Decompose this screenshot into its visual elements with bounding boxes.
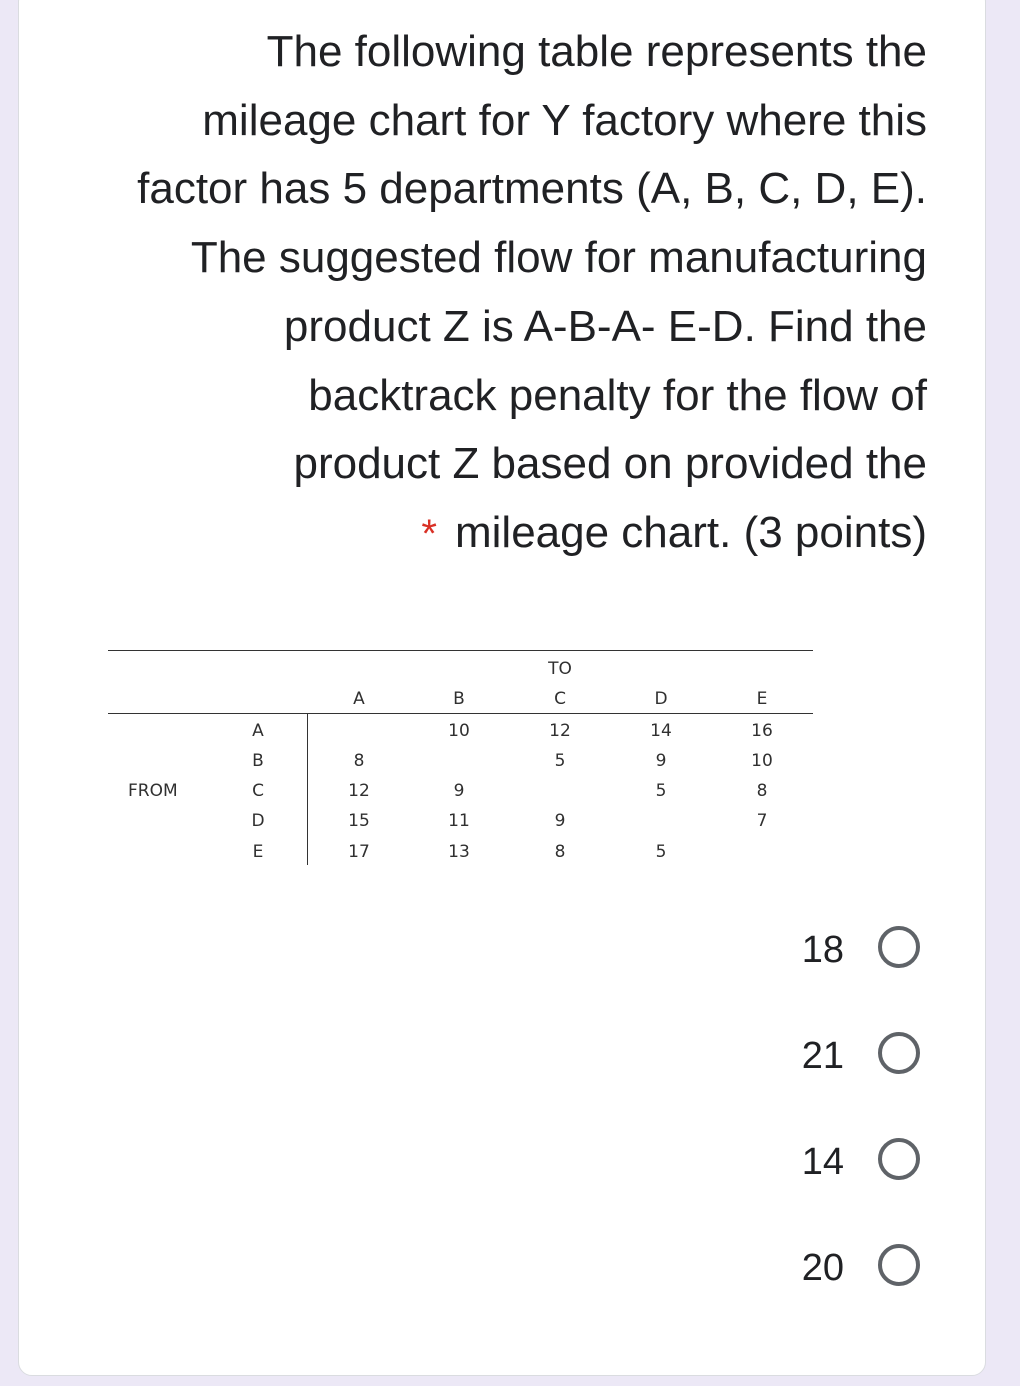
option-20[interactable] (760, 1238, 930, 1298)
question-line: The suggested flow for manufacturing (190, 233, 927, 283)
table-cell: 13 (448, 842, 470, 862)
table-vertical-rule (307, 713, 308, 865)
column-header: A (353, 689, 365, 709)
required-asterisk: * (421, 511, 437, 556)
table-cell: 12 (348, 781, 370, 801)
option-14[interactable] (760, 1132, 930, 1192)
radio-button[interactable] (878, 1032, 920, 1074)
row-header: C (252, 781, 264, 801)
question-line: mileage chart. (3 points) (455, 507, 927, 557)
question-line: backtrack penalty for the flow of (308, 370, 927, 420)
option-label: 14 (801, 1141, 844, 1183)
row-header: D (251, 811, 265, 831)
table-cell: 8 (353, 751, 365, 771)
table-cell: 8 (756, 781, 768, 801)
table-cell: 15 (348, 811, 370, 831)
table-cell: 10 (448, 721, 470, 741)
radio-button[interactable] (878, 926, 920, 968)
table-cell: 10 (751, 751, 773, 771)
table-cell: 17 (348, 842, 370, 862)
row-header: E (252, 842, 264, 862)
to-label: TO (548, 659, 572, 679)
table-cell: 5 (655, 842, 667, 862)
question-line: factor has 5 departments (A, B, C, D, E). (137, 164, 927, 214)
table-cell: 14 (650, 721, 672, 741)
option-label: 21 (801, 1035, 844, 1077)
column-header: C (554, 689, 566, 709)
option-label: 20 (801, 1247, 844, 1289)
table-cell: 9 (453, 781, 465, 801)
table-cell: 16 (751, 721, 773, 741)
question-line-last (67, 499, 927, 569)
option-label: 18 (801, 929, 844, 971)
question-text (67, 18, 927, 569)
table-cell: 8 (554, 842, 566, 862)
table-cell: 9 (655, 751, 667, 771)
table-header-rule (108, 713, 813, 714)
question-line: mileage chart for Y factory where this (202, 95, 927, 145)
mileage-chart-table (108, 650, 813, 866)
row-header: A (252, 721, 264, 741)
from-label: FROM (128, 781, 178, 801)
table-cell: 5 (554, 751, 566, 771)
question-line: The following table represents the (266, 27, 927, 76)
table-cell: 11 (448, 811, 470, 831)
table-cell: 12 (549, 721, 571, 741)
table-cell: 9 (554, 811, 566, 831)
row-header: B (252, 751, 264, 771)
column-header: D (654, 689, 668, 709)
column-header: B (453, 689, 465, 709)
table-cell: 5 (655, 781, 667, 801)
question-line: product Z is A-B-A- E-D. Find the (283, 301, 927, 351)
column-header: E (756, 689, 768, 709)
table-top-rule (108, 650, 813, 651)
table-cell: 7 (756, 811, 768, 831)
radio-button[interactable] (878, 1244, 920, 1286)
option-21[interactable] (760, 1026, 930, 1086)
question-line: product Z based on provided the (293, 439, 927, 489)
option-18[interactable] (760, 920, 930, 980)
radio-button[interactable] (878, 1138, 920, 1180)
